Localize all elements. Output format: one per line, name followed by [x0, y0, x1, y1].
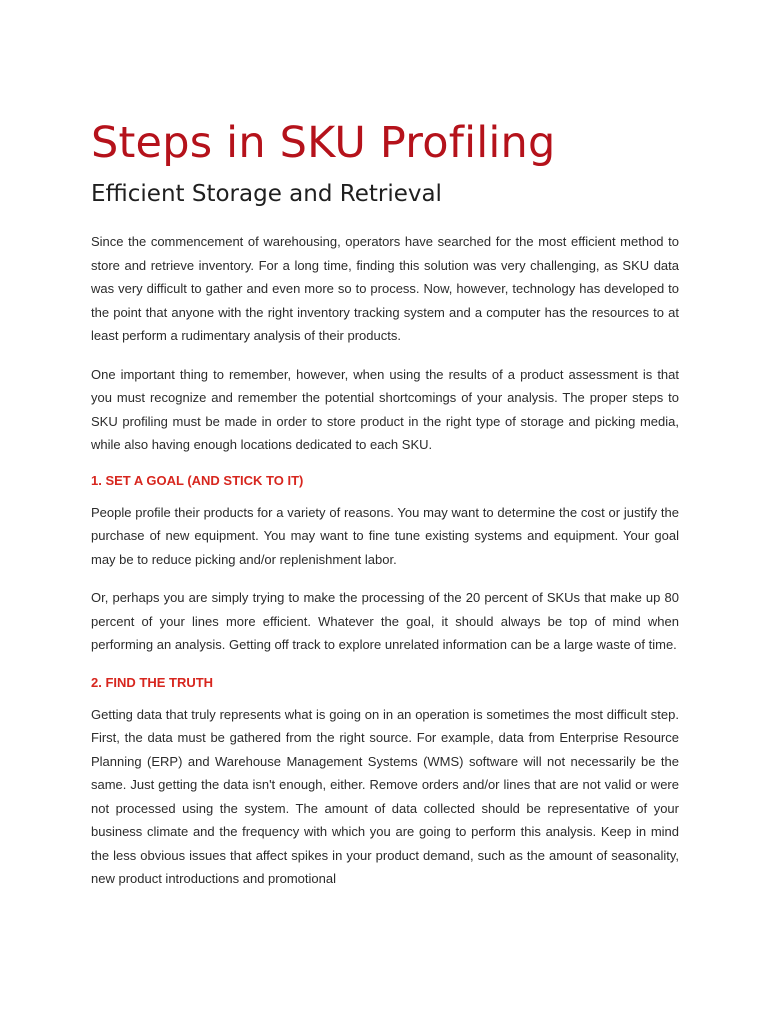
intro-paragraph: Since the commencement of warehousing, operators have searched for the most efficient method to store and retrieve inventory. For a long time, finding this solution was very challenging, as SKU data was very difficult to gather and even more so to process. Now, however, technology has developed to the point that anyone with the right inventory tracking system and a computer has the resources to at least perform a rudimentary analysis of their products.	[91, 234, 679, 343]
section-heading-goal: 1. SET A GOAL (AND STICK TO IT)	[91, 472, 304, 488]
page-subtitle: Efficient Storage and Retrieval	[91, 181, 442, 207]
intro-paragraph: One important thing to remember, however, when using the results of a product assessment is that you must recognize and remember the potential shortcomings of your analysis. The proper steps to SKU profiling must be made in order to store product in the right type of storage and picking media, while also having enough locations dedicated to each SKU.	[91, 366, 679, 452]
page-title: Steps in SKU Profiling	[91, 118, 556, 168]
section-paragraph: Or, perhaps you are simply trying to make the processing of the 20 percent of SKUs that make up 80 percent of your lines more efficient. Whatever the goal, it should always be top of mind when performing an analysis. Getting off track to explore unrelated information can be a large waste of time.	[91, 590, 679, 652]
section-heading-truth: 2. FIND THE TRUTH	[91, 674, 214, 690]
section-paragraph: Getting data that truly represents what is going on in an operation is sometimes the most difficult step. First, the data must be gathered from the right source. For example, data from Enterprise Resource Planning (ERP) and Warehouse Management Systems (WMS) software will not necessarily be the same. Just getting the data isn't enough, either. Remove orders and/or lines that are not valid or were not processed using the system. The amount of data collected should be representative of your business climate and the frequency with which you are going to perform this analysis. Keep in mind the less obvious issues that affect spikes in your product demand, such as the amount of seasonality, new product introductions and promotional	[91, 706, 679, 886]
section-paragraph: People profile their products for a variety of reasons. You may want to determine the cost or justify the purchase of new equipment. You may want to fine tune existing systems and equipment. Your goal may be to reduce picking and/or replenishment labor.	[91, 504, 679, 567]
